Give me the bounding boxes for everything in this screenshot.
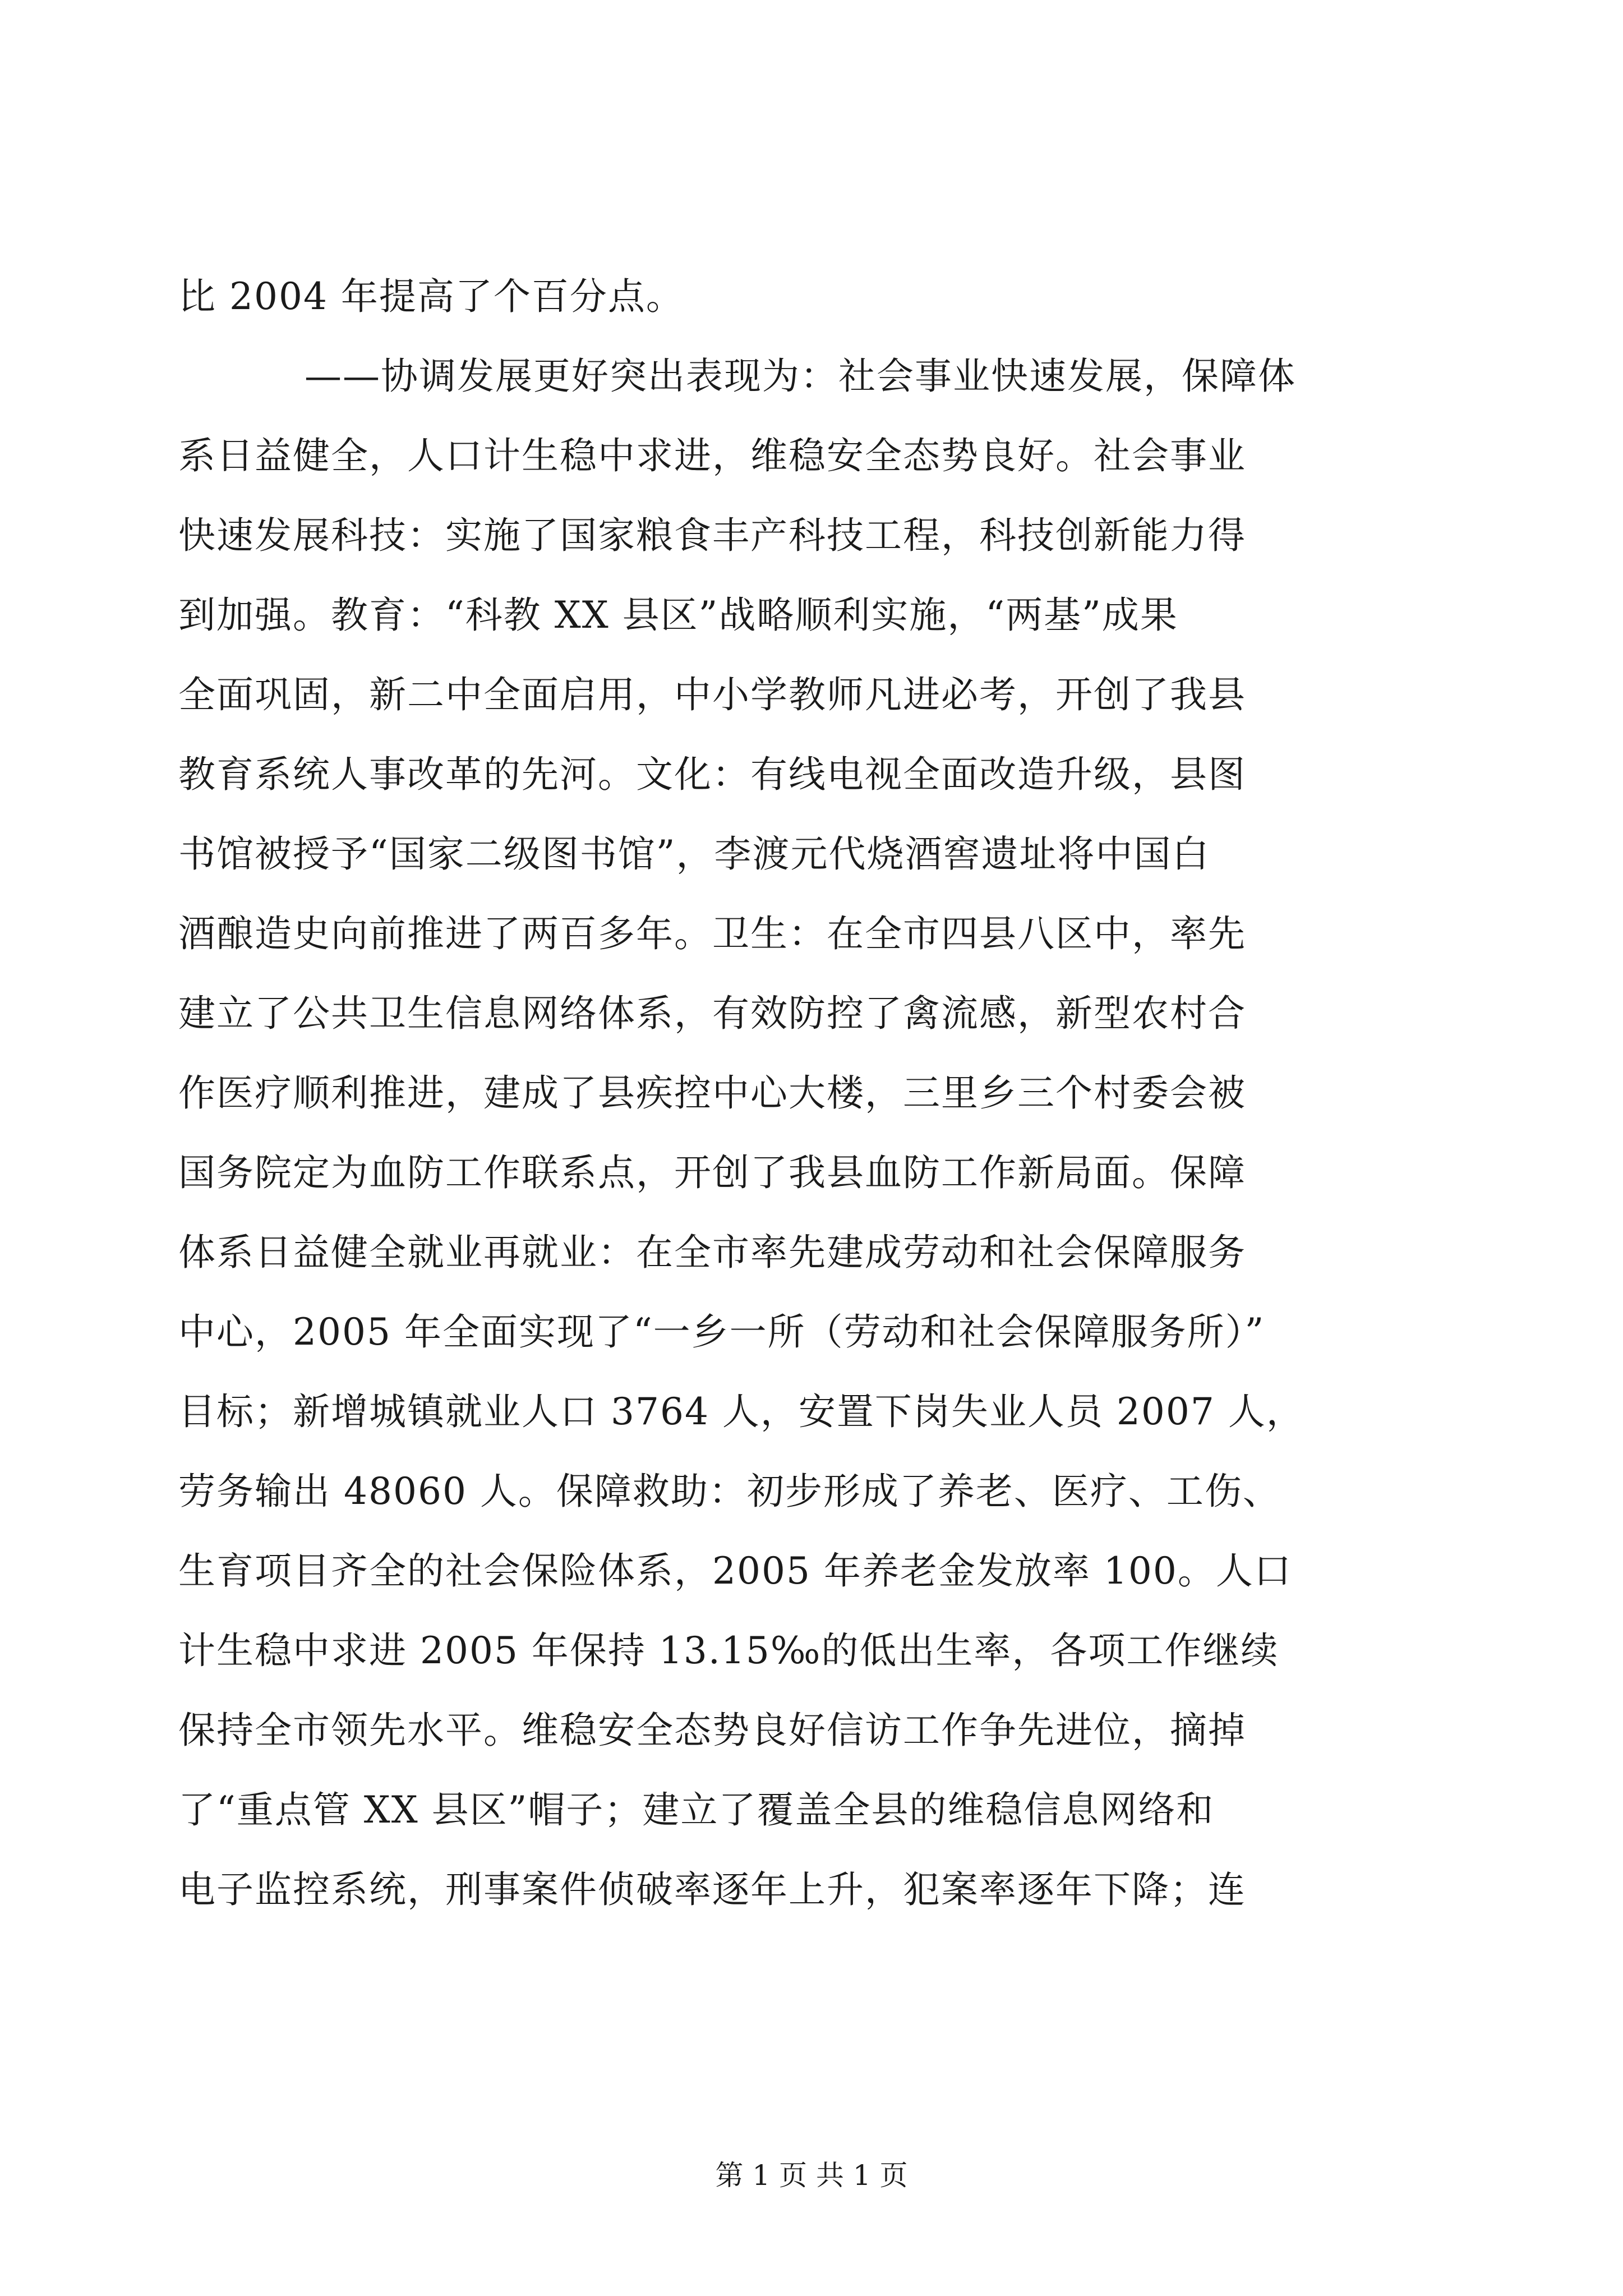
text-line: 比 2004 年提高了个百分点。	[178, 275, 684, 318]
text-line: 国务院定为血防工作联系点，开创了我县血防工作新局面。保障	[178, 1151, 1246, 1194]
document-body	[178, 257, 1446, 1930]
text-line: 全面巩固，新二中全面启用，中小学教师凡进必考，开创了我县	[178, 673, 1246, 716]
text-line: 了“重点管 XX 县区”帽子；建立了覆盖全县的维稳信息网络和	[178, 1788, 1215, 1832]
text-line: 快速发展科技：实施了国家粮食丰产科技工程，科技创新能力得	[178, 514, 1246, 557]
text-line: 酒酿造史向前推进了两百多年。卫生：在全市四县八区中，率先	[178, 912, 1246, 955]
text-line: 作医疗顺利推进，建成了县疾控中心大楼，三里乡三个村委会被	[178, 1071, 1246, 1115]
text-line: 生育项目齐全的社会保险体系，2005 年养老金发放率 100。人口	[178, 1549, 1292, 1593]
page-number-label: 第 1 页 共 1 页	[715, 2159, 908, 2192]
text-line: 中心，2005 年全面实现了“一乡一所（劳动和社会保障服务所）”	[178, 1310, 1265, 1354]
text-line: 目标；新增城镇就业人口 3764 人，安置下岗失业人员 2007 人，	[178, 1390, 1304, 1433]
text-line: 保持全市领先水平。维稳安全态势良好信访工作争先进位，摘掉	[178, 1709, 1246, 1752]
text-line: 劳务输出 48060 人。保障救助：初步形成了养老、医疗、工伤、	[178, 1470, 1281, 1513]
text-line: 系日益健全，人口计生稳中求进，维稳安全态势良好。社会事业	[178, 434, 1246, 477]
text-line: 建立了公共卫生信息网络体系，有效防控了禽流感，新型农村合	[178, 992, 1246, 1035]
text-line: 体系日益健全就业再就业：在全市率先建成劳动和社会保障服务	[178, 1231, 1246, 1274]
page-footer	[0, 2153, 1623, 2198]
text-line: 书馆被授予“国家二级图书馆”，李渡元代烧酒窖遗址将中国白	[178, 832, 1210, 876]
text-line: 教育系统人事改革的先河。文化：有线电视全面改造升级，县图	[178, 753, 1246, 796]
text-line: 电子监控系统，刑事案件侦破率逐年上升，犯案率逐年下降；连	[178, 1868, 1246, 1911]
text-line: ——协调发展更好突出表现为：社会事业快速发展，保障体	[305, 355, 1296, 398]
text-line: 计生稳中求进 2005 年保持 13.15‰的低出生率，各项工作继续	[178, 1629, 1279, 1672]
text-line: 到加强。教育：“科教 XX 县区”战略顺利实施，“两基”成果	[178, 593, 1178, 637]
